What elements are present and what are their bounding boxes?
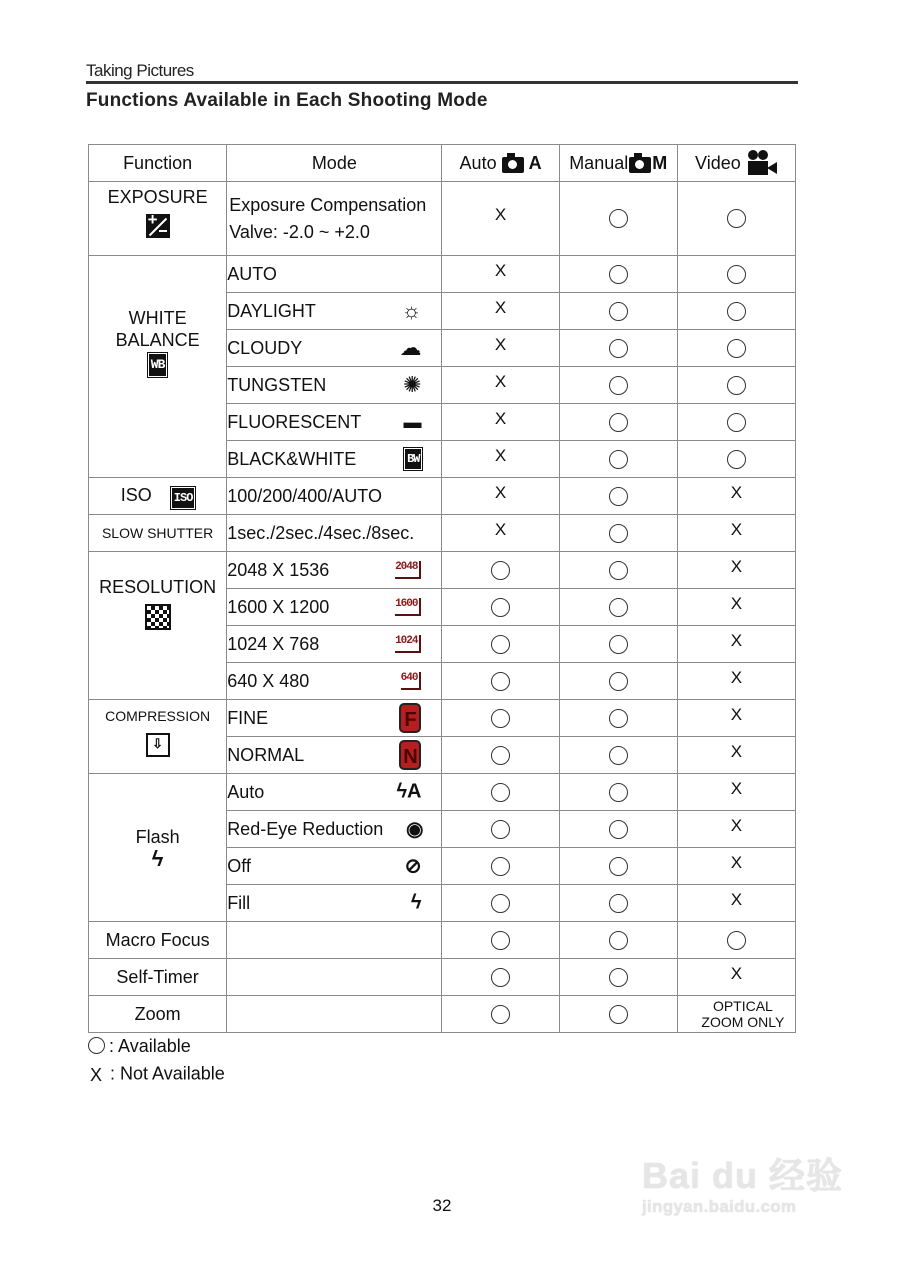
available-circle-icon xyxy=(491,672,510,691)
video-availability xyxy=(677,330,795,367)
not-available-mark: X xyxy=(730,778,743,798)
video-availability xyxy=(677,478,795,515)
table-row xyxy=(89,182,796,256)
not-available-mark: X xyxy=(730,482,743,502)
not-available-mark: X xyxy=(494,482,507,502)
video-availability xyxy=(677,589,795,626)
manual-availability xyxy=(559,811,677,848)
manual-availability xyxy=(559,330,677,367)
mode-label: BLACK&WHITE xyxy=(227,448,357,469)
flash-off-icon: ⊘ xyxy=(404,855,422,878)
available-circle-icon xyxy=(609,709,628,728)
mode-label: 1024 X 768 xyxy=(227,633,320,654)
auto-mode-letter: A xyxy=(528,152,542,173)
available-circle-icon xyxy=(491,561,510,580)
legend-available xyxy=(88,1036,191,1057)
auto-label: Auto xyxy=(459,152,497,173)
video-availability xyxy=(677,626,795,663)
video-availability xyxy=(677,996,795,1033)
video-availability xyxy=(677,700,795,737)
mode-label: FLUORESCENT xyxy=(227,411,362,432)
flash-icon: ϟ xyxy=(151,845,164,871)
mode-cell xyxy=(227,256,442,293)
manual-availability xyxy=(559,293,677,330)
auto-availability xyxy=(442,811,559,848)
manual-availability xyxy=(559,256,677,293)
mode-cell xyxy=(227,182,442,256)
mode-label: 640 X 480 xyxy=(227,670,310,691)
available-circle-icon xyxy=(491,931,510,950)
auto-availability xyxy=(442,182,559,256)
auto-availability xyxy=(442,404,559,441)
manual-availability xyxy=(559,441,677,478)
section-title: Taking Pictures xyxy=(86,61,194,80)
quality-fine-icon: F xyxy=(399,703,421,733)
header-rule xyxy=(86,81,798,84)
available-circle-icon xyxy=(609,820,628,839)
resolution-1600-icon: 1600 xyxy=(395,598,421,616)
not-available-mark: X xyxy=(730,667,743,687)
table-row xyxy=(89,515,796,552)
function-white-balance xyxy=(89,256,227,478)
not-available-mark: X xyxy=(730,630,743,650)
video-availability xyxy=(677,293,795,330)
table-row xyxy=(89,700,796,737)
auto-availability xyxy=(442,589,559,626)
available-circle-icon xyxy=(609,339,628,358)
not-available-mark: X xyxy=(730,556,743,576)
mode-cell xyxy=(227,441,442,478)
not-available-mark: X xyxy=(730,704,743,724)
iso-icon: ISO xyxy=(172,488,195,508)
video-availability xyxy=(677,922,795,959)
function-self-timer: Self-Timer xyxy=(89,959,227,996)
mode-cell xyxy=(227,848,442,885)
video-availability xyxy=(677,182,795,256)
auto-availability xyxy=(442,700,559,737)
video-availability xyxy=(677,885,795,922)
available-circle-icon xyxy=(609,413,628,432)
mode-cell xyxy=(227,478,442,515)
table-row xyxy=(89,774,796,811)
function-iso xyxy=(89,478,227,515)
mode-label: Red-Eye Reduction xyxy=(227,818,384,839)
manual-availability xyxy=(559,922,677,959)
flash-auto-icon: ϟA xyxy=(396,780,422,803)
manual-availability xyxy=(559,848,677,885)
resolution-640-icon: 640 xyxy=(401,672,422,690)
video-availability xyxy=(677,515,795,552)
manual-availability xyxy=(559,663,677,700)
flash-fill-icon: ϟ xyxy=(410,891,422,914)
mode-label: 2048 X 1536 xyxy=(227,559,330,580)
available-circle-icon xyxy=(609,487,628,506)
resolution-grid-icon xyxy=(145,604,171,630)
mode-cell xyxy=(227,737,442,774)
not-available-mark: X xyxy=(730,741,743,761)
column-header-mode: Mode xyxy=(227,145,442,182)
video-availability xyxy=(677,774,795,811)
auto-availability xyxy=(442,737,559,774)
available-circle-icon xyxy=(491,598,510,617)
mode-label: Off xyxy=(227,855,251,876)
video-camera-icon xyxy=(746,150,778,176)
auto-availability xyxy=(442,330,559,367)
available-circle-icon xyxy=(609,635,628,654)
available-circle-icon xyxy=(727,931,746,950)
mode-cell xyxy=(227,922,442,959)
mode-cell xyxy=(227,663,442,700)
video-label: Video xyxy=(695,152,741,173)
mode-label: NORMAL xyxy=(227,744,305,765)
video-availability xyxy=(677,256,795,293)
available-circle-icon xyxy=(609,968,628,987)
page-number: 32 xyxy=(432,1196,452,1215)
available-circle-icon xyxy=(609,672,628,691)
available-circle-icon xyxy=(491,857,510,876)
auto-availability xyxy=(442,626,559,663)
not-available-mark: X xyxy=(730,889,743,909)
white-balance-icon: WB xyxy=(149,354,167,376)
column-header-auto xyxy=(442,145,559,182)
manual-availability xyxy=(559,700,677,737)
function-compression xyxy=(89,700,227,774)
auto-availability xyxy=(442,663,559,700)
auto-availability xyxy=(442,515,559,552)
auto-availability xyxy=(442,256,559,293)
sun-icon: ☼ xyxy=(401,298,422,323)
available-circle-icon xyxy=(609,209,628,228)
video-availability xyxy=(677,663,795,700)
compression-icon: ⇩ xyxy=(146,733,170,757)
mode-label: TUNGSTEN xyxy=(227,374,327,395)
available-circle-icon xyxy=(609,376,628,395)
not-available-mark: X xyxy=(494,408,507,428)
video-availability xyxy=(677,367,795,404)
table-row xyxy=(89,996,796,1033)
auto-availability xyxy=(442,552,559,589)
video-availability xyxy=(677,441,795,478)
available-circle-icon xyxy=(609,857,628,876)
mode-cell xyxy=(227,330,442,367)
mode-label: 100/200/400/AUTO xyxy=(227,485,382,506)
mode-cell xyxy=(227,885,442,922)
available-circle-icon xyxy=(491,746,510,765)
mode-label: 1sec./2sec./4sec./8sec. xyxy=(227,522,415,543)
mode-cell xyxy=(227,293,442,330)
function-flash xyxy=(89,774,227,922)
mode-cell xyxy=(227,700,442,737)
available-circle-icon xyxy=(609,931,628,950)
mode-label: 1600 X 1200 xyxy=(227,596,330,617)
available-circle-icon xyxy=(491,894,510,913)
column-header-video xyxy=(677,145,795,182)
video-availability xyxy=(677,959,795,996)
optical-zoom-note: ZOOM ONLY xyxy=(701,1014,785,1030)
available-circle-icon xyxy=(727,450,746,469)
mode-label: CLOUDY xyxy=(227,337,303,358)
available-circle-icon xyxy=(491,1005,510,1024)
legend-not-available xyxy=(88,1063,225,1086)
watermark xyxy=(642,1148,852,1217)
function-zoom: Zoom xyxy=(89,996,227,1033)
not-available-mark: X xyxy=(494,334,507,354)
resolution-1024-icon: 1024 xyxy=(395,635,421,653)
not-available-mark: X xyxy=(494,371,507,391)
video-availability xyxy=(677,737,795,774)
available-circle-icon xyxy=(609,598,628,617)
manual-availability xyxy=(559,774,677,811)
exposure-compensation-icon xyxy=(146,214,170,238)
not-available-mark: X xyxy=(730,593,743,613)
column-header-manual xyxy=(559,145,677,182)
available-circle-icon xyxy=(609,450,628,469)
not-available-mark: X xyxy=(90,1065,103,1085)
available-circle-icon xyxy=(727,413,746,432)
page-title: Functions Available in Each Shooting Mode xyxy=(86,90,488,111)
video-availability xyxy=(677,404,795,441)
red-eye-icon: ◉ xyxy=(406,818,424,841)
resolution-2048-icon: 2048 xyxy=(395,561,421,579)
manual-availability xyxy=(559,737,677,774)
not-available-mark: X xyxy=(730,519,743,539)
video-availability xyxy=(677,811,795,848)
manual-availability xyxy=(559,959,677,996)
available-circle-icon xyxy=(491,968,510,987)
not-available-mark: X xyxy=(730,815,743,835)
available-circle-icon xyxy=(491,635,510,654)
manual-availability xyxy=(559,552,677,589)
auto-availability xyxy=(442,885,559,922)
manual-availability xyxy=(559,885,677,922)
mode-label: Exposure Compensation xyxy=(229,194,427,215)
available-circle-icon xyxy=(609,746,628,765)
not-available-mark: X xyxy=(494,445,507,465)
auto-availability xyxy=(442,848,559,885)
watermark-brand: Bai du 经验 xyxy=(642,1155,844,1196)
auto-availability xyxy=(442,293,559,330)
mode-label: FINE xyxy=(227,707,269,728)
mode-label: AUTO xyxy=(227,263,277,284)
manual-availability xyxy=(559,182,677,256)
camera-icon xyxy=(502,157,524,173)
mode-cell xyxy=(227,515,442,552)
not-available-mark: X xyxy=(494,297,507,317)
mode-value-range: Valve: -2.0 ~ +2.0 xyxy=(229,221,370,242)
available-circle-icon xyxy=(491,820,510,839)
function-macro-focus: Macro Focus xyxy=(89,922,227,959)
video-availability xyxy=(677,552,795,589)
table-row xyxy=(89,478,796,515)
black-white-icon: BW xyxy=(405,449,421,469)
auto-availability xyxy=(442,996,559,1033)
function-label: Flash xyxy=(135,826,180,847)
legend-not-available-label: : Not Available xyxy=(110,1063,225,1084)
mode-label: Auto xyxy=(227,781,265,802)
available-circle-icon xyxy=(609,894,628,913)
camera-icon xyxy=(629,157,651,173)
functions-table xyxy=(88,144,796,1033)
auto-availability xyxy=(442,367,559,404)
manual-availability xyxy=(559,478,677,515)
manual-availability xyxy=(559,515,677,552)
auto-availability xyxy=(442,441,559,478)
available-circle-icon xyxy=(609,561,628,580)
available-circle-icon xyxy=(727,339,746,358)
mode-cell xyxy=(227,959,442,996)
available-circle-icon xyxy=(727,302,746,321)
mode-cell xyxy=(227,774,442,811)
function-label: ISO xyxy=(120,485,152,505)
available-circle-icon xyxy=(491,709,510,728)
manual-availability xyxy=(559,589,677,626)
mode-cell xyxy=(227,367,442,404)
function-label: WHITE xyxy=(128,308,187,328)
available-circle-icon xyxy=(727,265,746,284)
mode-cell xyxy=(227,552,442,589)
cloud-icon: ☁ xyxy=(399,335,422,360)
mode-label: Fill xyxy=(227,892,251,913)
manual-availability xyxy=(559,626,677,663)
auto-availability xyxy=(442,478,559,515)
fluorescent-icon: ▬ xyxy=(403,412,422,432)
available-circle-icon xyxy=(609,1005,628,1024)
not-available-mark: X xyxy=(494,260,507,280)
available-circle-icon xyxy=(609,265,628,284)
function-label: EXPOSURE xyxy=(107,187,208,207)
function-slow-shutter: SLOW SHUTTER xyxy=(89,515,227,552)
manual-availability xyxy=(559,996,677,1033)
table-row xyxy=(89,959,796,996)
available-circle-icon xyxy=(727,376,746,395)
bulb-icon: ✺ xyxy=(403,372,422,397)
not-available-mark: X xyxy=(494,519,507,539)
mode-label: DAYLIGHT xyxy=(227,300,316,321)
mode-cell xyxy=(227,811,442,848)
not-available-mark: X xyxy=(730,852,743,872)
function-exposure xyxy=(89,182,227,256)
mode-cell xyxy=(227,996,442,1033)
video-availability xyxy=(677,848,795,885)
auto-availability xyxy=(442,922,559,959)
legend-available-label: : Available xyxy=(109,1036,191,1056)
table-row xyxy=(89,256,796,293)
not-available-mark: X xyxy=(494,205,507,225)
manual-availability xyxy=(559,404,677,441)
manual-label: Manual xyxy=(569,152,629,173)
mode-cell xyxy=(227,589,442,626)
auto-availability xyxy=(442,959,559,996)
quality-normal-icon: N xyxy=(399,740,421,770)
available-circle-icon xyxy=(609,302,628,321)
table-row xyxy=(89,552,796,589)
manual-mode-letter: M xyxy=(652,152,668,173)
function-resolution xyxy=(89,552,227,700)
available-circle-icon xyxy=(609,524,628,543)
watermark-url: jingyan.baidu.com xyxy=(642,1197,797,1216)
table-row xyxy=(89,922,796,959)
available-circle-icon xyxy=(609,783,628,802)
available-circle-icon xyxy=(491,783,510,802)
manual-availability xyxy=(559,367,677,404)
function-label: COMPRESSION xyxy=(105,707,211,724)
mode-cell xyxy=(227,626,442,663)
available-circle-icon xyxy=(88,1037,105,1054)
function-label: RESOLUTION xyxy=(99,577,217,597)
available-circle-icon xyxy=(727,209,746,228)
function-label: BALANCE xyxy=(115,330,200,350)
optical-zoom-note: OPTICAL xyxy=(712,998,773,1014)
column-header-function: Function xyxy=(89,145,227,182)
auto-availability xyxy=(442,774,559,811)
mode-cell xyxy=(227,404,442,441)
not-available-mark: X xyxy=(730,963,743,983)
